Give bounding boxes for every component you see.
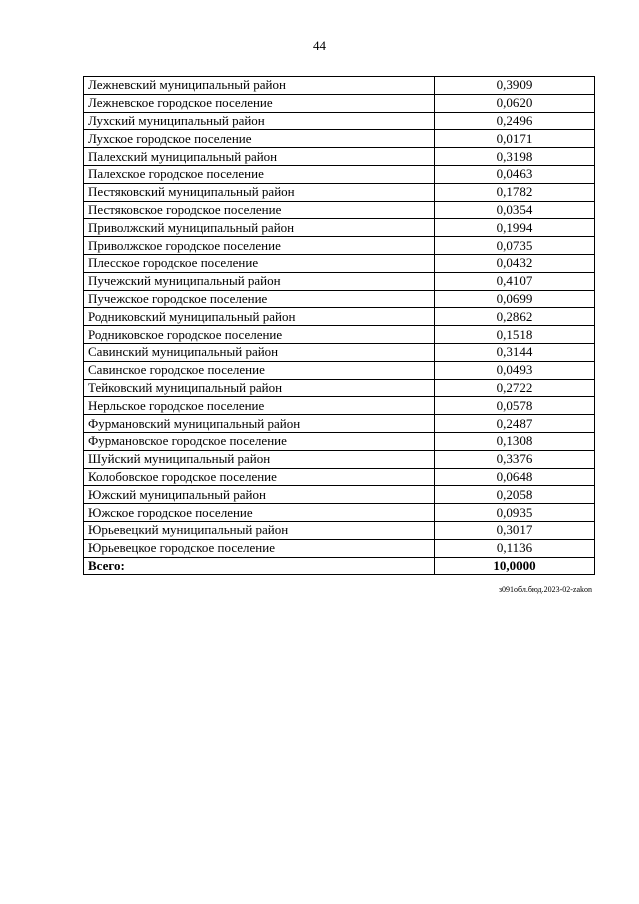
municipality-name: Южское городское поселение <box>84 504 435 522</box>
coefficient-value: 0,1136 <box>435 539 595 557</box>
page-number: 44 <box>313 38 326 53</box>
table-row <box>84 486 595 504</box>
table-row <box>84 183 595 201</box>
municipality-name: Палехское городское поселение <box>84 165 435 183</box>
table-row <box>84 77 595 95</box>
table-row <box>84 130 595 148</box>
municipality-name: Колобовское городское поселение <box>84 468 435 486</box>
table-body <box>84 77 595 575</box>
municipality-name: Лухское городское поселение <box>84 130 435 148</box>
municipality-name: Шуйский муниципальный район <box>84 450 435 468</box>
table-row <box>84 272 595 290</box>
coefficient-value: 0,0432 <box>435 254 595 272</box>
allocation-table <box>83 76 595 575</box>
municipality-name: Юрьевецкий муниципальный район <box>84 521 435 539</box>
table-row <box>84 254 595 272</box>
coefficient-value: 0,0171 <box>435 130 595 148</box>
coefficient-value: 0,2862 <box>435 308 595 326</box>
table-row <box>84 94 595 112</box>
coefficient-value: 0,3017 <box>435 521 595 539</box>
municipality-name: Савинский муниципальный район <box>84 343 435 361</box>
municipality-name: Пестяковский муниципальный район <box>84 183 435 201</box>
table-row <box>84 504 595 522</box>
table-row <box>84 343 595 361</box>
coefficient-value: 0,3376 <box>435 450 595 468</box>
table-row <box>84 432 595 450</box>
table-row <box>84 201 595 219</box>
table-row <box>84 450 595 468</box>
coefficient-value: 0,3198 <box>435 148 595 166</box>
municipality-name: Пучежский муниципальный район <box>84 272 435 290</box>
table-row <box>84 415 595 433</box>
total-label: Всего: <box>84 557 435 575</box>
coefficient-value: 0,2722 <box>435 379 595 397</box>
municipality-name: Плесское городское поселение <box>84 254 435 272</box>
coefficient-value: 0,2487 <box>435 415 595 433</box>
coefficient-value: 0,1782 <box>435 183 595 201</box>
coefficient-value: 0,0354 <box>435 201 595 219</box>
coefficient-value: 0,0463 <box>435 165 595 183</box>
total-row <box>84 557 595 575</box>
municipality-name: Юрьевецкое городское поселение <box>84 539 435 557</box>
table-row <box>84 112 595 130</box>
coefficient-value: 0,0578 <box>435 397 595 415</box>
table-row <box>84 361 595 379</box>
table-row <box>84 219 595 237</box>
municipality-name: Фурмановский муниципальный район <box>84 415 435 433</box>
table-row <box>84 521 595 539</box>
table-row <box>84 397 595 415</box>
coefficient-value: 0,1518 <box>435 326 595 344</box>
municipality-name: Родниковский муниципальный район <box>84 308 435 326</box>
coefficient-value: 0,0935 <box>435 504 595 522</box>
table-row <box>84 379 595 397</box>
table-row <box>84 290 595 308</box>
municipality-name: Южский муниципальный район <box>84 486 435 504</box>
coefficient-value: 0,3909 <box>435 77 595 95</box>
document-code: з091обл.бюд.2023-02-zakon <box>498 585 592 594</box>
coefficient-value: 0,3144 <box>435 343 595 361</box>
coefficient-value: 0,0735 <box>435 237 595 255</box>
municipality-name: Приволжский муниципальный район <box>84 219 435 237</box>
municipality-name: Приволжское городское поселение <box>84 237 435 255</box>
municipality-name: Лежневское городское поселение <box>84 94 435 112</box>
coefficient-value: 0,2496 <box>435 112 595 130</box>
table-row <box>84 468 595 486</box>
total-value: 10,0000 <box>435 557 595 575</box>
municipality-name: Лухский муниципальный район <box>84 112 435 130</box>
municipality-name: Палехский муниципальный район <box>84 148 435 166</box>
table-row <box>84 148 595 166</box>
municipality-name: Пучежское городское поселение <box>84 290 435 308</box>
table-row <box>84 237 595 255</box>
coefficient-value: 0,0699 <box>435 290 595 308</box>
coefficient-value: 0,0620 <box>435 94 595 112</box>
table-row <box>84 539 595 557</box>
table-row <box>84 326 595 344</box>
municipality-name: Тейковский муниципальный район <box>84 379 435 397</box>
municipality-name: Нерльское городское поселение <box>84 397 435 415</box>
coefficient-value: 0,1994 <box>435 219 595 237</box>
coefficient-value: 0,0493 <box>435 361 595 379</box>
municipality-name: Пестяковское городское поселение <box>84 201 435 219</box>
coefficient-value: 0,4107 <box>435 272 595 290</box>
coefficient-value: 0,2058 <box>435 486 595 504</box>
municipality-name: Родниковское городское поселение <box>84 326 435 344</box>
coefficient-value: 0,0648 <box>435 468 595 486</box>
table-row <box>84 165 595 183</box>
municipality-name: Савинское городское поселение <box>84 361 435 379</box>
coefficient-value: 0,1308 <box>435 432 595 450</box>
municipality-name: Лежневский муниципальный район <box>84 77 435 95</box>
municipality-name: Фурмановское городское поселение <box>84 432 435 450</box>
table-row <box>84 308 595 326</box>
